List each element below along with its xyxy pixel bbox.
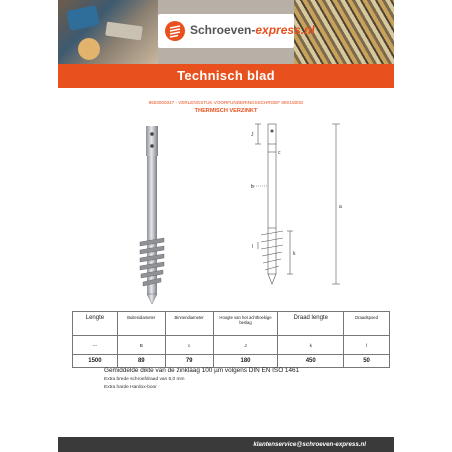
table-header-cell: Hoogte van het achthoekige beslag [213,312,278,336]
header-banner [58,0,394,64]
table-value-row [73,355,390,368]
footer-email-link[interactable]: klantenservice@schroeven-express.nl [253,441,366,448]
drawing-label-c: c [278,150,281,156]
spec-table [72,311,390,368]
table-header-row [73,312,390,336]
table-value-cell: 180 [213,355,278,368]
brand-name: Schroeven-express.nl [190,23,315,37]
thread-note: Extra brede schroefdraad van 5,0 mm [104,377,185,382]
table-header-cell: Draadspoed [344,312,390,336]
table-symbol-cell: J [213,336,278,355]
table-value-cell: 50 [344,355,390,368]
table-symbol-cell: --- [73,336,118,355]
table-header-cell: Binnendiameter [165,312,213,336]
tools-photo [58,0,158,64]
page-title: Technisch blad [177,68,275,83]
technical-drawing [248,118,358,298]
table-value-cell: 89 [117,355,165,368]
table-value-cell: 1500 [73,355,118,368]
table-header-cell: Buitendiameter [117,312,165,336]
drawing-label-k: k [293,251,296,257]
footer-bar [58,437,394,452]
drawing-label-b: b [251,184,254,190]
product-finish: THERMISCH VERZINKT [194,108,258,114]
drawing-label-l: l [252,244,254,250]
drawing-label-j: J [251,132,254,138]
table-header-cell: Lengte [73,312,118,336]
product-photo [118,126,188,306]
table-symbol-cell: c [165,336,213,355]
drill-note: Extra harde Hardox-boor [104,385,157,390]
notes-section [104,367,299,390]
screw-thread [140,236,164,304]
table-symbol-cell: k [278,336,344,355]
zinc-coating-note: Gemiddelde dikte van de zinklaag 100 µm volgens DIN EN ISO 1461 [104,367,300,374]
octagon-head [146,126,158,156]
table-header-cell: Draad lengte [278,312,344,336]
technical-sheet-page [58,0,394,452]
drawing-label-a: a [339,204,342,210]
table-symbol-cell: B [117,336,165,355]
screw-logo-icon [164,20,186,42]
brand-logo[interactable] [158,14,315,48]
table-value-cell: 79 [165,355,213,368]
title-bar [58,64,394,88]
table-symbol-row [73,336,390,355]
table-value-cell: 450 [278,355,344,368]
table-symbol-cell: l [344,336,390,355]
pipe-shaft [147,156,157,236]
product-description: 9503000347 - VERLENGSTUK VOORFUNDERINGSSCHROEF 89X1500G [148,100,304,105]
